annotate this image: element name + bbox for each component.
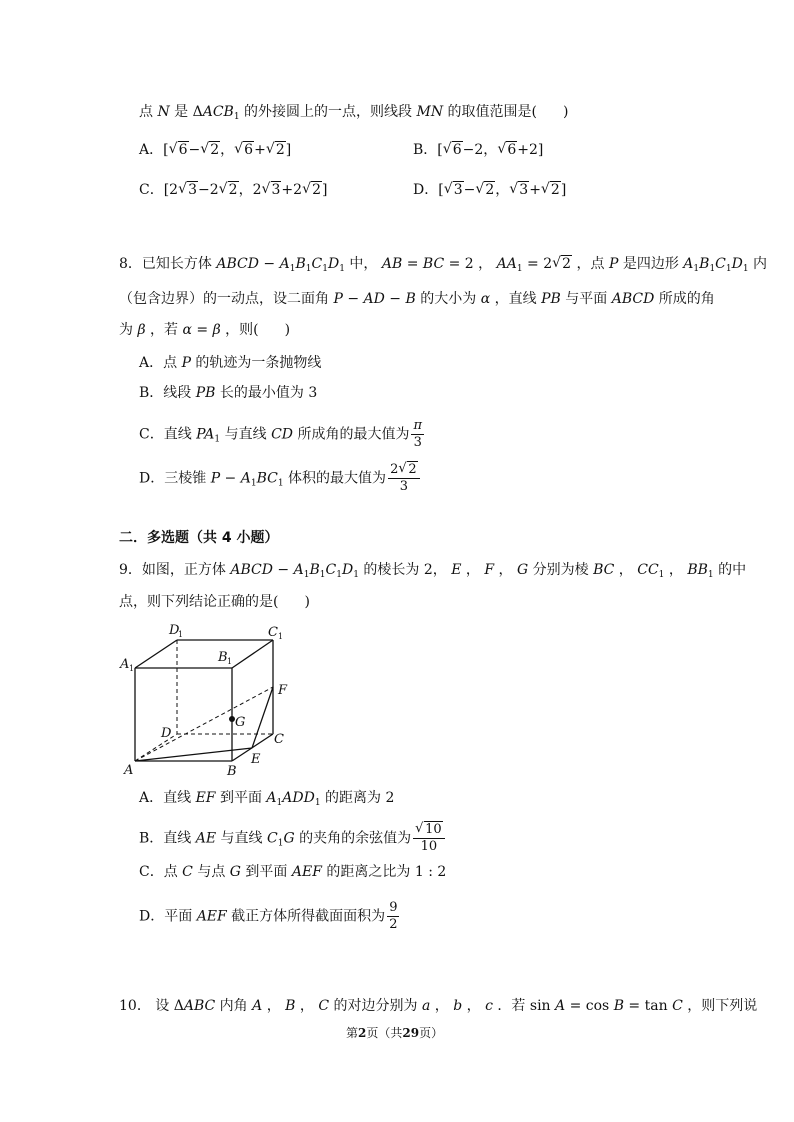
label-e: E (251, 752, 261, 767)
label-a1-sub: 1 (129, 664, 135, 673)
q9-line2: 点，则下列结论正确的是( ) (119, 594, 310, 610)
q8-option-d[interactable]: D．三棱锥 $P - A_1BC_1$ 体积的最大值为 $\frac{2√ 2}{3}$ (139, 462, 422, 495)
q9-option-c[interactable]: C．点 C 与点 G 到平面 AEF 的距离之比为 1 : 2 (139, 864, 447, 880)
label-a1: A (120, 657, 130, 672)
q8-number: 8． (119, 256, 142, 272)
q8-line3: 为 β ，若 α = β ，则( ) (119, 322, 291, 338)
q7-option-b[interactable]: B．[√ 6−2，√ 6+2] (413, 140, 543, 160)
label-g: G (235, 715, 246, 730)
q10-number: 10． (119, 998, 151, 1014)
q9-line1: 9．如图，正方体 ABCD − $A_1B_1C_1D_1$ 的棱长为 2， E ， F ， G 分别为棱 BC ， $CC_1$ ， $BB_1$ 的中 (119, 562, 747, 580)
q10-line1: 10． 设 ΔABC 内角 A ， B ， C 的对边分别为 a ， b ， c ．若 sin A = cos B = tan C ，则下列说 (119, 998, 758, 1014)
label-f: F (278, 683, 288, 698)
q8-option-a[interactable]: A．点 P 的轨迹为一条抛物线 (139, 355, 322, 371)
q7-option-c[interactable]: C．[2√ 3−2√ 2，2√ 3+2√ 2] (139, 180, 327, 200)
q9-number: 9． (119, 562, 142, 578)
label-a: A (124, 763, 134, 778)
q8-option-b[interactable]: B．线段 PB 长的最小值为 3 (139, 385, 318, 401)
footer-prefix: 第 (346, 1026, 359, 1040)
label-c: C (274, 732, 284, 747)
q8-line1: 8．已知长方体 ABCD − $A_1B_1C_1D_1$ 中， AB = BC = 2 ， $AA_1 = 2√$ 2 ，点 P 是四边形 $A_1B_1C_1D_1$ 内 (119, 254, 767, 279)
footer-mid: 页（共 (366, 1026, 403, 1040)
label-c1-sub: 1 (278, 632, 284, 641)
q7-option-a[interactable]: A．[√ 6−√ 2，√ 6+√ 2] (139, 140, 291, 160)
label-d1-sub: 1 (178, 630, 184, 639)
footer-total-pages: 29 (402, 1026, 420, 1040)
q7-stem-text: 点 N 是 $\Delta ACB_1$ 的外接圆上的一点，则线段 MN 的取值范围是( ) (139, 104, 569, 122)
q9-option-d[interactable]: D．平面 AEF 截正方体所得截面面积为 $\frac{9}{2}$ (139, 900, 398, 932)
q8-option-c[interactable]: C．直线 $PA_1$ 与直线 CD 所成角的最大值为 $\frac{\pi}{3}$ (139, 418, 422, 450)
label-b1: B (218, 650, 228, 665)
q9-option-b[interactable]: B．直线 AE 与直线 $C_1G$ 的夹角的余弦值为 √ $\frac{10}{10}$ (139, 822, 447, 855)
q7-tail-line (139, 102, 568, 127)
section-title: 二．多选题（共 4 小题） (119, 530, 279, 546)
label-d: D (161, 726, 172, 741)
label-c1: C (268, 625, 278, 640)
page-footer (346, 1023, 443, 1043)
q9-option-a[interactable]: A．直线 EF 到平面 $A_1ADD_1$ 的距离为 2 (139, 790, 395, 808)
label-b1-sub: 1 (227, 657, 233, 666)
label-b: B (227, 764, 237, 779)
cube-figure (115, 618, 300, 780)
footer-suffix: 页） (419, 1026, 444, 1040)
label-d1: D (169, 623, 180, 638)
footer-page-number: 2 (358, 1026, 367, 1040)
q8-line2: （包含边界）的一动点，设二面角 P − AD − B 的大小为 α ，直线 PB 与平面 ABCD 所成的角 (119, 291, 715, 307)
q7-option-d[interactable]: D．[√ 3−√ 2，√ 3+√ 2] (413, 180, 566, 200)
